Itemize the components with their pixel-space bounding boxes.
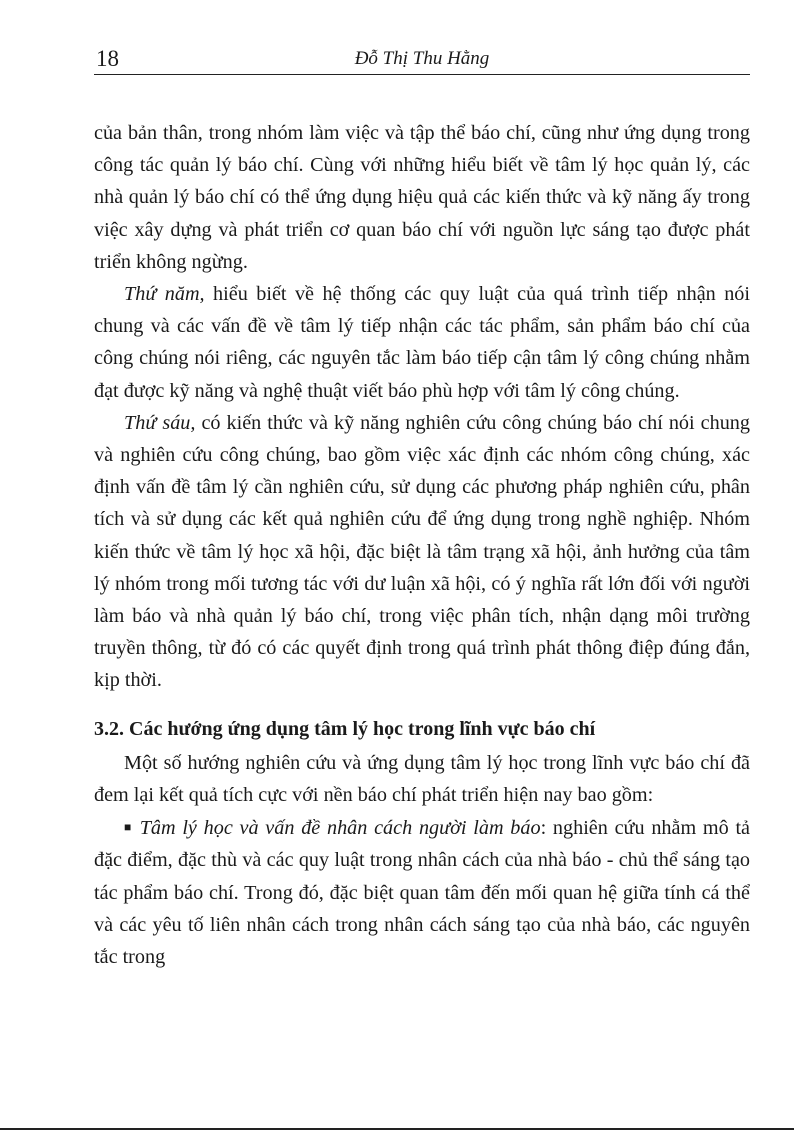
paragraph-2-lead: Thứ năm, [124,283,205,306]
running-title: Đỗ Thị Thu Hằng [354,48,490,69]
square-bullet-icon: ■ [124,820,133,835]
paragraph-5-text: : nghiên cứu nhằm mô tả đặc điểm, đặc thù và các quy luật trong nhân cách của nhà báo - chủ thể sáng tạo tác phẩm báo chí. Trong đó, đặc biệt quan tâm đến mối quan hệ giữa tính cá thể và các yêu tố liên nhân cách trong nhân cách sáng tạo của nhà báo, các nguyên tắc trong [94,817,751,969]
paragraph-3 [94,407,750,697]
paragraph-4: Một số hướng nghiên cứu và ứng dụng tâm lý học trong lĩnh vực báo chí đã đem lại kết quả tích cực với nền báo chí phát triển hiện nay bao gồm: [94,751,750,807]
page-body [94,117,750,973]
paragraph-5-lead: Tâm lý học và vấn đề nhân cách người làm báo [132,817,541,840]
paragraph-5 [94,811,750,973]
paragraph-3-lead: Thứ sáu, [124,411,196,434]
paragraph-2-text: hiểu biết về hệ thống các quy luật của quá trình tiếp nhận nói chung và các vấn đề về tâm lý tiếp nhận các tác phẩm, sản phẩm báo chí của công chúng nói riêng, các nguyên tắc làm báo tiếp cận tâm lý công chúng nhằm đạt được kỹ năng và nghệ thuật viết báo phù hợp với tâm lý công chúng. [94,283,750,402]
paragraph-1: của bản thân, trong nhóm làm việc và tập thể báo chí, cũng như ứng dụng trong công tác quản lý báo chí. Cùng với những hiểu biết về tâm lý học quản lý, các nhà quản lý báo chí có thể ứng dụng hiệu quả các kiến thức và kỹ năng ấy trong việc xây dựng và phát triển cơ quan báo chí với nguồn lực sáng tạo được phát triển không ngừng. [94,122,750,273]
paragraph-3-text: có kiến thức và kỹ năng nghiên cứu công chúng báo chí nói chung và nghiên cứu công chúng, bao gồm việc xác định các nhóm công chúng, xác định vấn đề tâm lý cần nghiên cứu, sử dụng các phương pháp nghiên cứu, phân tích và sử dụng các kết quả nghiên cứu để ứng dụng trong nghề nghiệp. Nhóm kiến thức về tâm lý học xã hội, đặc biệt là tâm trạng xã hội, ảnh hưởng của tâm lý nhóm trong mối tương tác với dư luận xã hội, có ý nghĩa rất lớn đối với người làm báo và nhà quản lý báo chí, trong việc phân tích, nhận dạng môi trường truyền thông, từ đó có các quyết định trong quá trình phát thông điệp đúng đắn, kịp thời. [94,411,750,692]
page-number: 18 [96,46,119,71]
section-heading: 3.2. Các hướng ứng dụng tâm lý học trong lĩnh vực báo chí [94,717,596,740]
paragraph-2 [94,278,750,407]
page-header [94,44,750,75]
bottom-rule [0,1128,794,1130]
